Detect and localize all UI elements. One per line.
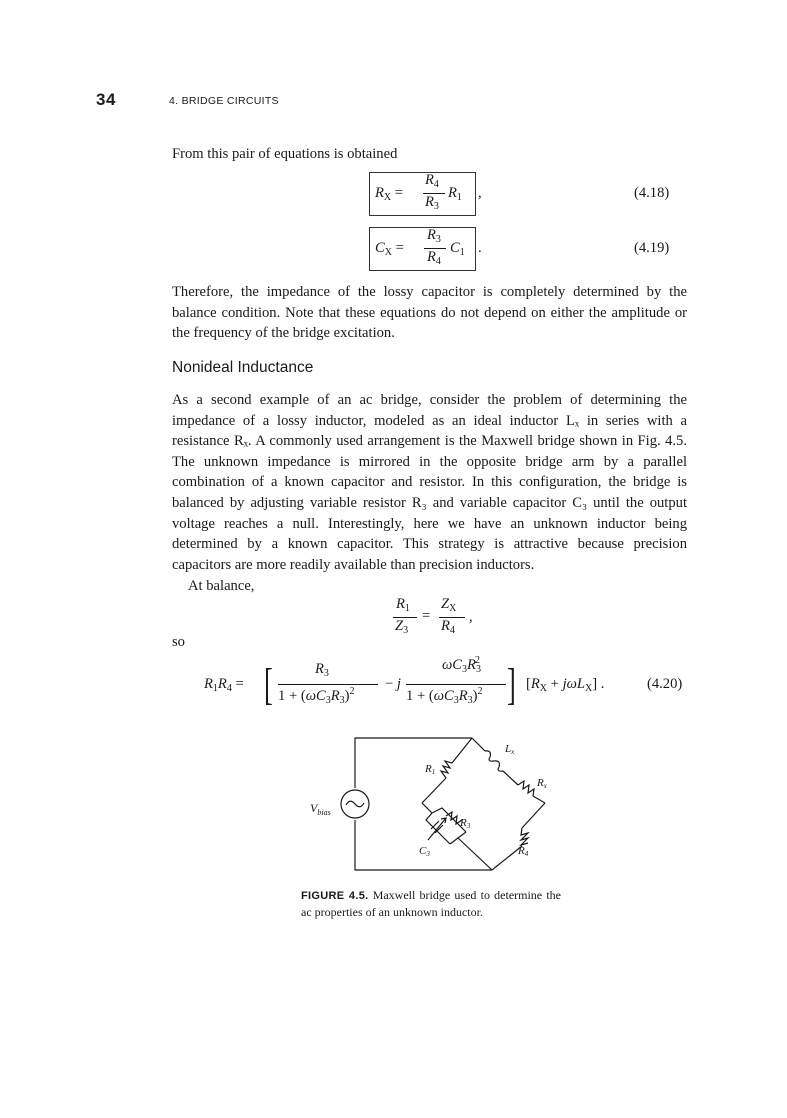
label-r1: R1 bbox=[425, 763, 436, 776]
label-rx: Rx bbox=[537, 777, 547, 790]
equation-4-18-number: (4.18) bbox=[634, 185, 670, 201]
balance-equation: $R_1$ $Z_3$ = $Z_X$ $R_4$ , bbox=[395, 596, 473, 636]
equation-4-20-number: (4.20) bbox=[647, 676, 683, 692]
label-lx: Lx bbox=[505, 743, 515, 756]
label-r4: R4 bbox=[518, 845, 529, 858]
label-vbias: $V_{bias}$ bbox=[310, 801, 331, 817]
section-heading: Nonideal Inductance bbox=[172, 359, 314, 376]
figure-caption bbox=[301, 887, 561, 920]
page-number: 34 bbox=[96, 90, 116, 109]
equation-4-19: $C_X$ = $R_3$ $R_4$ $C_1$ bbox=[375, 227, 465, 267]
paragraph-maxwell: As a second example of an ac bridge, consider the problem of determining the impedance of a lossy inductor, modeled as an ideal inductor Lₓ in series with a resistance Rₓ. A commonly used arrangement is the Maxwell bridge shown in Fig. 4.5. The unknown impedance is mirrored in the opposite bridge arm by a parallel combination of a known capacitor and resistor. In this configuration, the bridge is balanced by adjusting variable resistor R₃ and variable capacitor C₃ until the output voltage reaches a null. Interestingly, here we have an unknown inductor being determined by a known capacitor. This strategy is attractive because precision capacitors are more readily available than precision inductors. bbox=[172, 392, 687, 573]
paragraph-therefore: Therefore, the impedance of the lossy capacitor is completely determined by the balance condition. Note that these equations do not depend on either the amplitude or the frequency of the bridge excitation. bbox=[172, 284, 687, 342]
wire-top bbox=[355, 738, 472, 788]
label-c3: C3 bbox=[419, 845, 430, 858]
paragraph-at-balance: At balance, bbox=[188, 578, 255, 594]
caption-text: Maxwell bridge used to determine the ac properties of an unknown inductor. bbox=[301, 888, 562, 919]
running-head: 4. BRIDGE CIRCUITS bbox=[169, 95, 279, 107]
caption-label: FIGURE 4.5. bbox=[301, 890, 369, 902]
equation-4-19-number: (4.19) bbox=[634, 240, 670, 256]
paragraph-so: so bbox=[172, 634, 185, 650]
resistor-r1 bbox=[441, 761, 452, 778]
label-r3: R3 bbox=[460, 817, 471, 830]
inductor-lx bbox=[485, 751, 503, 771]
intro-paragraph: From this pair of equations is obtained bbox=[172, 146, 398, 162]
maxwell-bridge-figure bbox=[300, 728, 570, 878]
resistor-rx bbox=[518, 781, 534, 796]
resistor-r4 bbox=[521, 828, 528, 845]
equation-4-18: $R_X$ = $R_4$ $R_3$ $R_1$ bbox=[375, 172, 462, 212]
equation-4-20: $R_1R_4$ = [ $R_3$ $1 + (\omega C_3R_3)^2$ − j $\omega C_3R_3^2$ $1 + (\omega C_3R_3)^2$ ] $[R_X + j\omega L_X]$ . bbox=[204, 655, 605, 709]
